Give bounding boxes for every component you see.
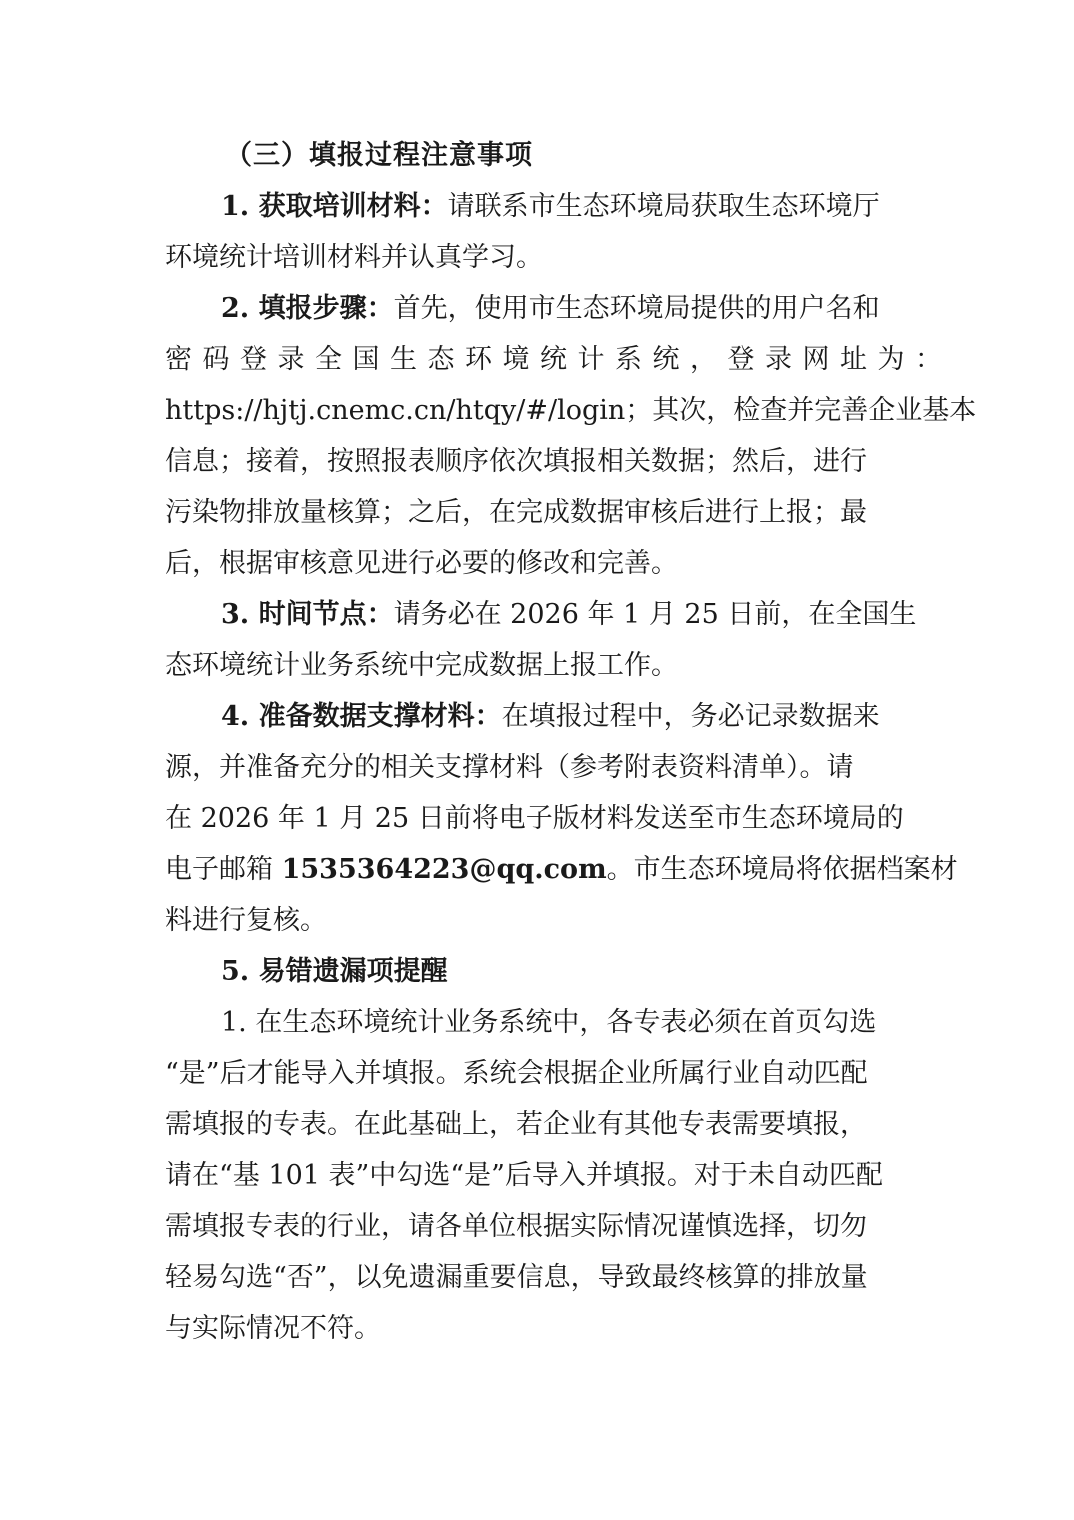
item-text: 首先，使用市生态环境局提供的用户名和 [393, 293, 880, 324]
item-text: 在填报过程中，务必记录数据来 [501, 701, 880, 732]
login-url-line: https://hjtj.cnemc.cn/htqy/#/login；其次，检查并完善企业基本 [165, 395, 977, 426]
item-training-materials [165, 181, 910, 283]
paragraph-line [165, 181, 910, 232]
email-prefix: 电子邮箱 [165, 854, 282, 885]
section-title: （三）填报过程注意事项 [225, 140, 533, 171]
paragraph-line: 信息；接着，按照报表顺序依次填报相关数据；然后，进行 [165, 446, 867, 477]
paragraph-line: 源，并准备充分的相关支撑材料（参考附表资料清单）。请 [165, 752, 854, 783]
paragraph-line [165, 589, 917, 640]
paragraph-line [165, 844, 958, 895]
paragraph-line [165, 691, 910, 742]
paragraph-line: “是”后才能导入并填报。系统会根据企业所属行业自动匹配 [165, 1058, 868, 1089]
paragraph-line: 轻易勾选“否”，以免遗漏重要信息，导致最终核算的排放量 [165, 1262, 868, 1293]
paragraph-line: 请在“基 101 表”中勾选“是”后导入并填报。对于未自动匹配 [165, 1160, 883, 1191]
paragraph-line: 与实际情况不符。 [165, 1313, 381, 1344]
item-heading: 3. 时间节点： [221, 599, 394, 630]
item-deadline [165, 589, 917, 691]
paragraph-line: 后，根据审核意见进行必要的修改和完善。 [165, 548, 678, 579]
paragraph-line: 需填报专表的行业，请各单位根据实际情况谨慎选择，切勿 [165, 1211, 867, 1242]
email-suffix: 。市生态环境局将依据档案材 [606, 854, 958, 885]
document-page [165, 130, 977, 1354]
paragraph-line: 1. 在生态环境统计业务系统中，各专表必须在首页勾选 [221, 1007, 877, 1038]
item-text: 请联系市生态环境局获取生态环境厅 [447, 191, 880, 222]
paragraph-line: 料进行复核。 [165, 905, 327, 936]
item-heading: 1. 获取培训材料： [221, 191, 448, 222]
email-address: 1535364223@qq.com [281, 854, 607, 885]
item-heading: 4. 准备数据支撑材料： [221, 701, 502, 732]
paragraph-line [165, 283, 910, 334]
item-filling-steps [165, 283, 977, 589]
item-supporting-materials [165, 691, 958, 946]
reminder-note [165, 997, 910, 1354]
item-heading: 2. 填报步骤： [221, 293, 394, 324]
paragraph-line: 环境统计培训材料并认真学习。 [165, 242, 543, 273]
paragraph-line: 态环境统计业务系统中完成数据上报工作。 [165, 650, 678, 681]
item-text: 请务必在 2026 年 1 月 25 日前，在全国生 [393, 599, 917, 630]
paragraph-line: 密码登录全国生态环境统计系统，登录网址为： [165, 344, 953, 375]
paragraph-line: 污染物排放量核算；之后，在完成数据审核后进行上报；最 [165, 497, 867, 528]
paragraph-line: 需填报的专表。在此基础上，若企业有其他专表需要填报， [165, 1109, 867, 1140]
item-heading-reminders: 5. 易错遗漏项提醒 [221, 956, 448, 987]
paragraph-line: 在 2026 年 1 月 25 日前将电子版材料发送至市生态环境局的 [165, 803, 904, 834]
